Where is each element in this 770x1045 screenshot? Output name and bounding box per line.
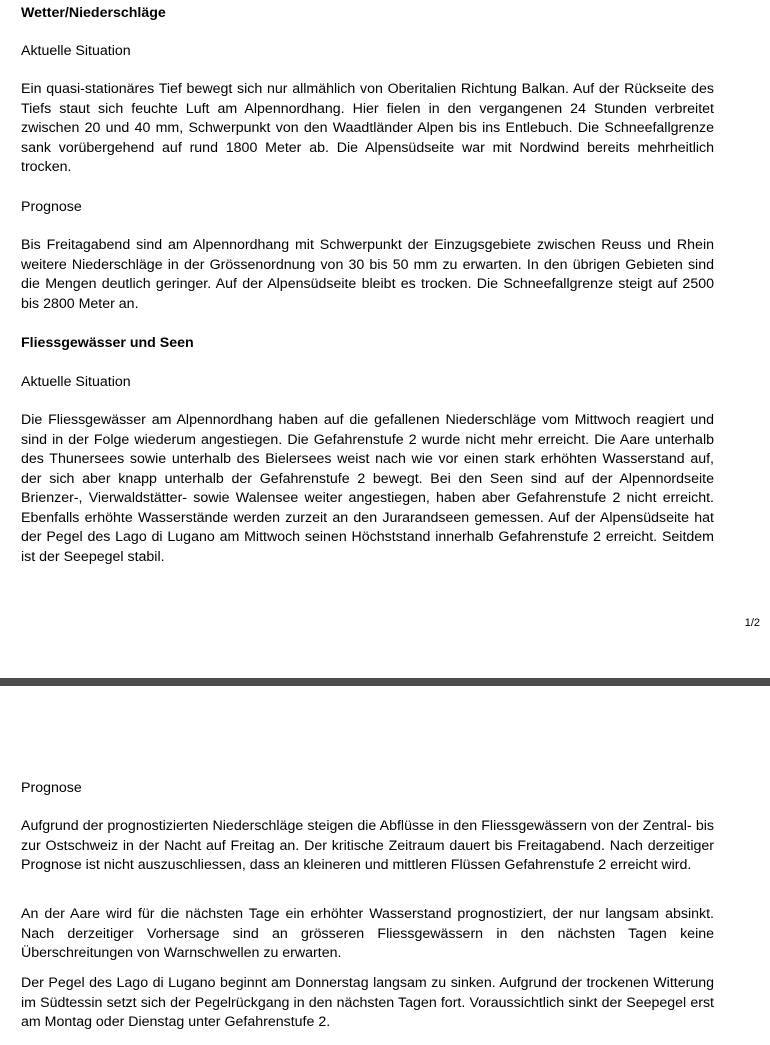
weather-forecast-label-block [21, 197, 714, 217]
subheading-current-situation: Aktuelle Situation [21, 43, 131, 59]
weather-heading-block [21, 3, 714, 23]
weather-current-text-block [21, 80, 714, 178]
paragraph-waters-current: Die Fliessgewässer am Alpennordhang haben auf die gefallenen Niederschläge vom Mittwoch reagiert und sind in der Folge wiederum angestiegen. Die Gefahrenstufe 2 wurde nicht mehr erreicht. Die Aare unterhalb des Thunersees sowie unterhalb des Bielersees weist nach wie vor einen stark erhöhten Wasserstand auf, der sich aber knapp unterhalb der Gefahrenstufe 2 bewegt. Bei den Seen sind auf der Alpennordseite Brienzer-, Vierwaldstätter- sowie Walensee weiter angestiegen, haben aber Gefahrenstufe 2 nicht erreicht. Ebenfalls erhöhte Wasserstände werden zurzeit an den Jurarandseen gemessen. Auf der Alpensüdseite hat der Pegel des Lago di Lugano am Mittwoch seinen Höchststand innerhalb Gefahrenstufe 2 erreicht. Seitdem ist der Seepegel stabil. [21, 412, 714, 565]
paragraph-weather-current: Ein quasi-stationäres Tief bewegt sich nur allmählich von Oberitalien Richtung Balkan. Auf der Rückseite des Tiefs staut sich feuchte Luft am Alpennordhang. Hier fielen in den vergangenen 24 Stunden verbreitet zwischen 20 und 40 mm, Schwerpunkt von den Waadtländer Alpen bis ins Entlebuch. Die Schneefallgrenze sank vorübergehend auf rund 1800 Meter ab. Die Alpensüdseite war mit Nordwind bereits mehrheitlich trocken. [21, 81, 714, 175]
weather-forecast-text-block [21, 236, 714, 314]
subheading-waters-current-situation: Aktuelle Situation [21, 374, 131, 390]
waters-current-text-block [21, 411, 714, 567]
waters-forecast-text-3-block [21, 974, 714, 1033]
subheading-forecast: Prognose [21, 199, 82, 215]
document-page-2 [0, 686, 770, 1045]
paragraph-weather-forecast: Bis Freitagabend sind am Alpennordhang mit Schwerpunkt der Einzugsgebiete zwischen Reuss und Rhein weitere Niederschläge in der Grössenordnung von 30 bis 50 mm zu erwarten. In den übrigen Gebieten sind die Mengen deutlich geringer. Auf der Alpensüdseite bleibt es trocken. Die Schneefallgrenze steigt auf 2500 bis 2800 Meter an. [21, 237, 714, 312]
page-separator [0, 678, 770, 686]
waters-current-label-block [21, 372, 714, 392]
weather-current-label-block [21, 41, 714, 61]
subheading-waters-forecast: Prognose [21, 780, 82, 796]
section-heading-waters: Fliessgewässer und Seen [21, 335, 194, 351]
paragraph-waters-forecast-1: Aufgrund der prognostizierten Niederschläge steigen die Abflüsse in den Fliessgewässern von der Zentral- bis zur Ostschweiz in der Nacht auf Freitag an. Der kritische Zeitraum dauert bis Freitagabend. Nach derzeitiger Prognose ist nicht auszuschliessen, dass an kleineren und mittleren Flüssen Gefahrenstufe 2 erreicht wird. [21, 818, 714, 873]
page-number: 1/2 [744, 617, 760, 629]
waters-forecast-text-1-block [21, 817, 714, 876]
waters-forecast-text-2-block [21, 905, 714, 964]
section-heading-weather: Wetter/Niederschläge [21, 5, 166, 21]
waters-heading-block [21, 333, 714, 353]
waters-forecast-label-block [21, 778, 714, 798]
paragraph-waters-forecast-3: Der Pegel des Lago di Lugano beginnt am Donnerstag langsam zu sinken. Aufgrund der trockenen Witterung im Südtessin setzt sich der Pegelrückgang in den nächsten Tagen fort. Voraussichtlich sinkt der Seepegel erst am Montag oder Dienstag unter Gefahrenstufe 2. [21, 975, 714, 1030]
paragraph-waters-forecast-2: An der Aare wird für die nächsten Tage ein erhöhter Wasserstand prognostiziert, der nur langsam absinkt. Nach derzeitiger Vorhersage sind an grösseren Fliessgewässern in den nächsten Tagen keine Überschreitungen von Warnschwellen zu erwarten. [21, 906, 714, 961]
